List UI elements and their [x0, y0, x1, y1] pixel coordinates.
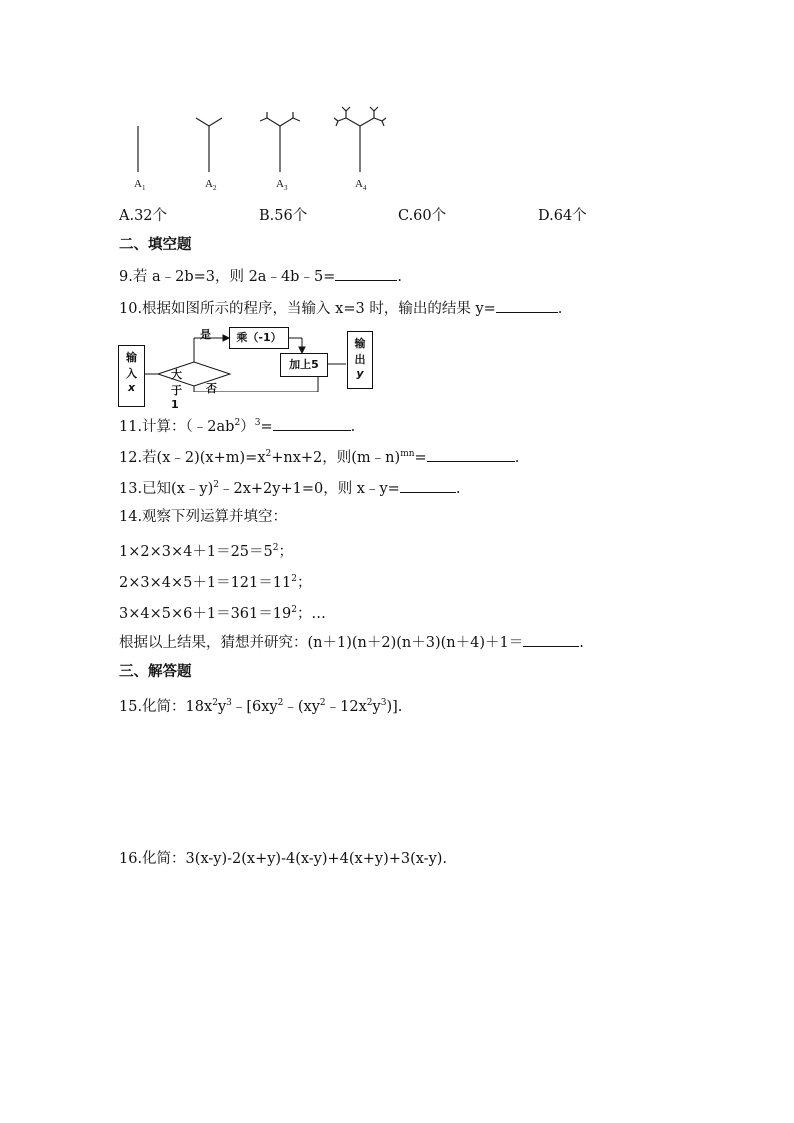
decision-label: 大于1	[171, 368, 182, 411]
question-15: 15.化简：$18x^2y^3﹣[6xy^2﹣(xy^2﹣12x^2y^3)]$.	[119, 698, 403, 715]
question-13: 13.已知(x﹣y)$^2$﹣2x+2y+1=0，则 x﹣y= .	[119, 475, 460, 499]
tree-label-a1: $A_1$	[134, 178, 146, 193]
pattern-line-3: $3\times 4\times 5\times 6+1=361=19^2$；…	[119, 605, 326, 622]
no-label: 否	[206, 382, 217, 395]
answer-blank[interactable]	[523, 632, 579, 647]
answer-blank[interactable]	[335, 266, 397, 281]
answer-blank[interactable]	[427, 447, 515, 462]
tree-growth-figure	[0, 0, 794, 200]
multiply-box: 乘（-1）	[229, 327, 289, 349]
decision-diamond	[158, 362, 230, 386]
section-heading-fill-in: 二、填空题	[119, 237, 192, 253]
choice-b: B.56个	[259, 208, 308, 224]
answer-blank[interactable]	[496, 298, 558, 313]
yes-label: 是	[200, 328, 211, 341]
pattern-line-2: $2\times 3\times 4\times 5+1=121=11^2$；	[119, 574, 312, 591]
answer-blank[interactable]	[273, 416, 351, 431]
question-14-conclusion: 根据以上结果，猜想并研究：(n＋1)(n＋2)(n＋3)(n＋4)＋1＝ .	[119, 632, 584, 653]
input-box: 输 入 x	[118, 345, 145, 407]
section-heading-solve: 三、解答题	[119, 664, 192, 680]
answer-blank[interactable]	[400, 478, 456, 493]
question-12: 12.若$(x﹣2)(x+m)=x^2+nx+2$，则(m﹣n)$^{mn}$= .	[119, 444, 519, 468]
question-16: 16.化简：3(x-y)-2(x+y)-4(x-y)+4(x+y)+3(x-y).	[119, 851, 448, 867]
tree-label-a4: $A_4$	[355, 178, 367, 193]
choice-c: C.60个	[398, 208, 447, 224]
tree-label-a2: $A_2$	[205, 178, 217, 193]
question-10: 10.根据如图所示的程序，当输入 x=3 时，输出的结果 y= .	[119, 298, 562, 319]
choice-a: A.32个	[119, 208, 168, 224]
question-11: 11.计算：$(﹣2ab^2)^3=$ .	[119, 413, 355, 437]
tree-label-a3: $A_3$	[276, 178, 288, 193]
add-box: 加上5	[280, 353, 328, 377]
output-box: 输 出 y	[347, 331, 373, 389]
question-9: 9.若 a﹣2b=3，则 2a﹣4b﹣5= .	[119, 266, 402, 287]
choice-d: D.64个	[538, 208, 587, 224]
pattern-line-1: $1\times 2\times 3\times 4+1=25=5^2$；	[119, 543, 293, 560]
question-14: 14.观察下列运算并填空：	[119, 509, 288, 525]
